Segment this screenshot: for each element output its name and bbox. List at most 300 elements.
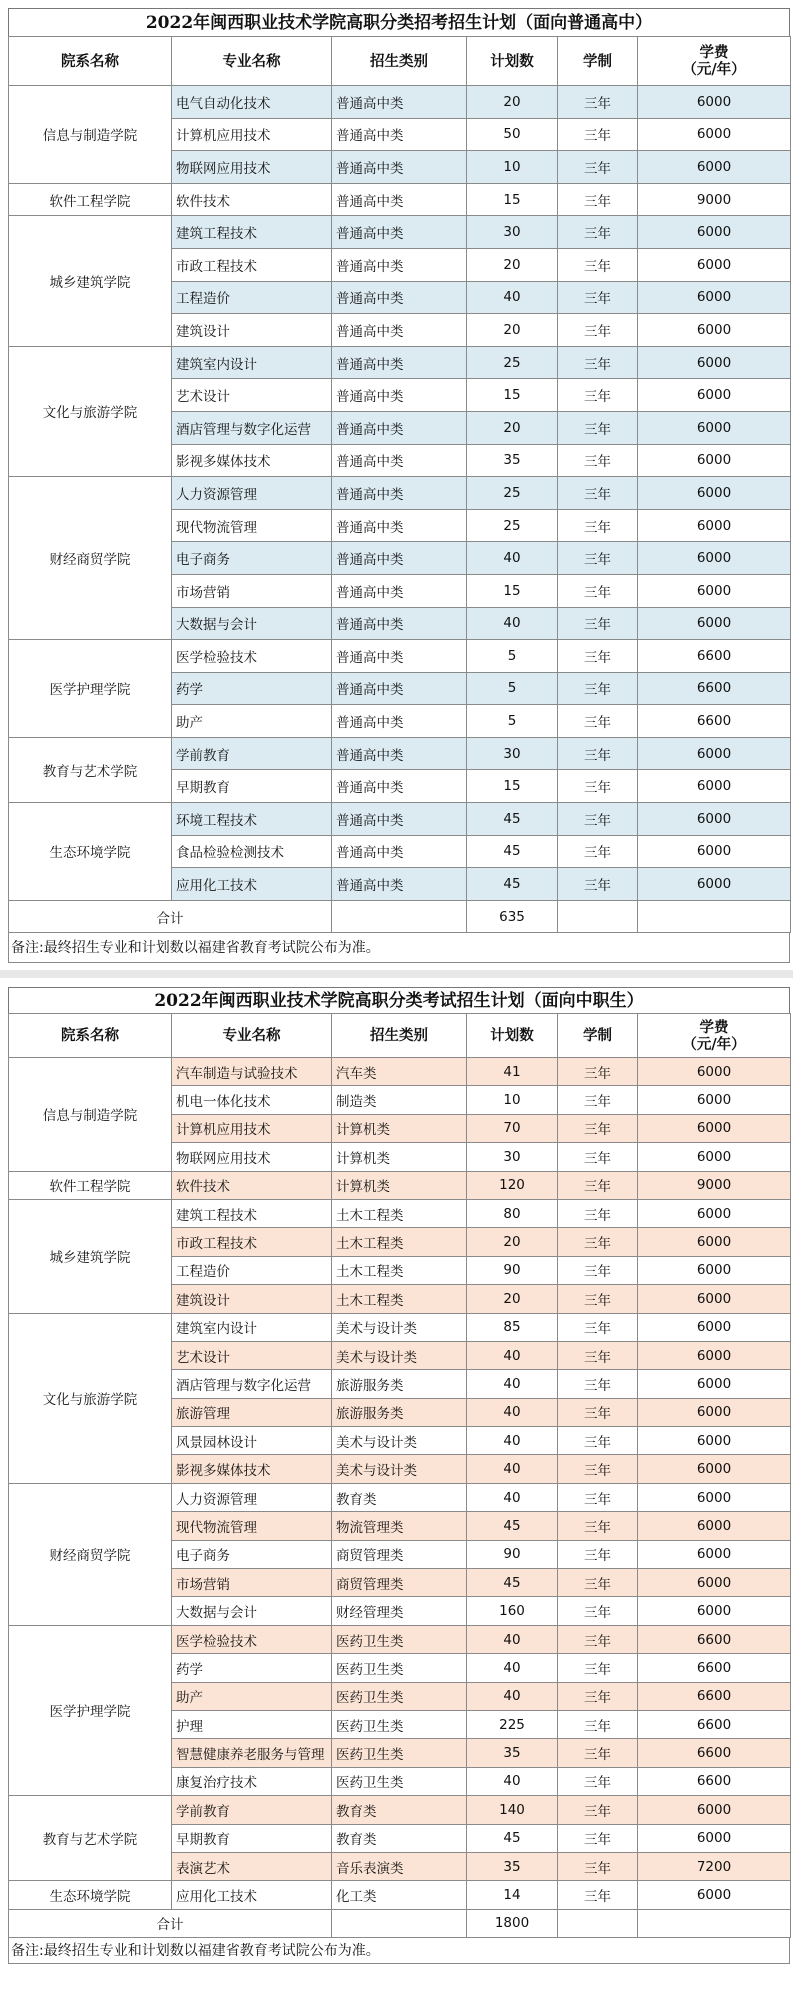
fee-cell: 6000 bbox=[638, 770, 791, 803]
category-cell: 普通高中类 bbox=[332, 411, 467, 444]
fee-cell: 6600 bbox=[638, 1625, 791, 1653]
plan-cell: 45 bbox=[467, 1824, 558, 1852]
duration-cell: 三年 bbox=[558, 1285, 638, 1313]
table1-container bbox=[8, 8, 790, 963]
plan-cell: 20 bbox=[467, 411, 558, 444]
plan-cell: 140 bbox=[467, 1796, 558, 1824]
duration-cell: 三年 bbox=[558, 1710, 638, 1738]
category-cell: 美术与设计类 bbox=[332, 1427, 467, 1455]
school-cell: 软件工程学院 bbox=[9, 183, 172, 216]
duration-cell: 三年 bbox=[558, 770, 638, 803]
duration-cell: 三年 bbox=[558, 1569, 638, 1597]
table1-header-row bbox=[9, 37, 791, 86]
fee-cell: 6000 bbox=[638, 1881, 791, 1909]
fee-cell: 6000 bbox=[638, 248, 791, 281]
plan-cell: 40 bbox=[467, 1427, 558, 1455]
school-cell: 生态环境学院 bbox=[9, 803, 172, 901]
category-cell: 普通高中类 bbox=[332, 835, 467, 868]
plan-cell: 15 bbox=[467, 574, 558, 607]
major-cell: 药学 bbox=[172, 1654, 332, 1682]
header-duration: 学制 bbox=[558, 1014, 638, 1058]
total-empty-cell bbox=[638, 900, 791, 933]
duration-cell: 三年 bbox=[558, 379, 638, 412]
category-cell: 教育类 bbox=[332, 1483, 467, 1511]
plan-cell: 15 bbox=[467, 183, 558, 216]
duration-cell: 三年 bbox=[558, 281, 638, 314]
plan-cell: 40 bbox=[467, 1341, 558, 1369]
fee-cell: 6600 bbox=[638, 1654, 791, 1682]
total-row bbox=[9, 900, 791, 933]
fee-cell: 6000 bbox=[638, 1341, 791, 1369]
fee-cell: 6600 bbox=[638, 705, 791, 738]
table-row bbox=[9, 346, 791, 379]
plan-cell: 45 bbox=[467, 868, 558, 901]
major-cell: 物联网应用技术 bbox=[172, 1143, 332, 1171]
school-cell: 软件工程学院 bbox=[9, 1171, 172, 1199]
plan-cell: 5 bbox=[467, 705, 558, 738]
major-cell: 大数据与会计 bbox=[172, 1597, 332, 1625]
total-label: 合计 bbox=[9, 900, 332, 933]
fee-cell: 6000 bbox=[638, 1199, 791, 1227]
table-row bbox=[9, 640, 791, 673]
major-cell: 学前教育 bbox=[172, 1796, 332, 1824]
table-row bbox=[9, 1625, 791, 1653]
plan-cell: 40 bbox=[467, 1398, 558, 1426]
plan-cell: 41 bbox=[467, 1058, 558, 1086]
major-cell: 市场营销 bbox=[172, 574, 332, 607]
duration-cell: 三年 bbox=[558, 1625, 638, 1653]
category-cell: 音乐表演类 bbox=[332, 1852, 467, 1880]
duration-cell: 三年 bbox=[558, 1171, 638, 1199]
major-cell: 汽车制造与试验技术 bbox=[172, 1058, 332, 1086]
category-cell: 普通高中类 bbox=[332, 672, 467, 705]
plan-cell: 45 bbox=[467, 1512, 558, 1540]
duration-cell: 三年 bbox=[558, 672, 638, 705]
header-plan: 计划数 bbox=[467, 1014, 558, 1058]
duration-cell: 三年 bbox=[558, 1597, 638, 1625]
table2-body bbox=[9, 1058, 791, 1938]
major-cell: 助产 bbox=[172, 1682, 332, 1710]
category-cell: 计算机类 bbox=[332, 1171, 467, 1199]
duration-cell: 三年 bbox=[558, 151, 638, 184]
duration-cell: 三年 bbox=[558, 183, 638, 216]
major-cell: 现代物流管理 bbox=[172, 509, 332, 542]
category-cell: 化工类 bbox=[332, 1881, 467, 1909]
duration-cell: 三年 bbox=[558, 216, 638, 249]
fee-cell: 6000 bbox=[638, 1427, 791, 1455]
plan-cell: 90 bbox=[467, 1540, 558, 1568]
fee-cell: 6000 bbox=[638, 509, 791, 542]
major-cell: 建筑工程技术 bbox=[172, 216, 332, 249]
duration-cell: 三年 bbox=[558, 1796, 638, 1824]
duration-cell: 三年 bbox=[558, 248, 638, 281]
major-cell: 酒店管理与数字化运营 bbox=[172, 1370, 332, 1398]
table-row bbox=[9, 737, 791, 770]
category-cell: 美术与设计类 bbox=[332, 1313, 467, 1341]
category-cell: 普通高中类 bbox=[332, 314, 467, 347]
total-row bbox=[9, 1909, 791, 1937]
table-row bbox=[9, 1199, 791, 1227]
header-category: 招生类别 bbox=[332, 37, 467, 86]
major-cell: 电子商务 bbox=[172, 542, 332, 575]
duration-cell: 三年 bbox=[558, 1256, 638, 1284]
major-cell: 软件技术 bbox=[172, 1171, 332, 1199]
major-cell: 大数据与会计 bbox=[172, 607, 332, 640]
fee-cell: 6000 bbox=[638, 477, 791, 510]
duration-cell: 三年 bbox=[558, 346, 638, 379]
fee-cell: 6000 bbox=[638, 1285, 791, 1313]
category-cell: 医药卫生类 bbox=[332, 1739, 467, 1767]
plan-cell: 14 bbox=[467, 1881, 558, 1909]
table1 bbox=[8, 36, 791, 933]
plan-cell: 25 bbox=[467, 509, 558, 542]
category-cell: 普通高中类 bbox=[332, 248, 467, 281]
category-cell: 制造类 bbox=[332, 1086, 467, 1114]
fee-cell: 6000 bbox=[638, 574, 791, 607]
plan-cell: 20 bbox=[467, 248, 558, 281]
header-school: 院系名称 bbox=[9, 1014, 172, 1058]
category-cell: 土木工程类 bbox=[332, 1199, 467, 1227]
fee-cell: 6000 bbox=[638, 1540, 791, 1568]
category-cell: 普通高中类 bbox=[332, 477, 467, 510]
plan-cell: 25 bbox=[467, 346, 558, 379]
duration-cell: 三年 bbox=[558, 1370, 638, 1398]
category-cell: 商贸管理类 bbox=[332, 1569, 467, 1597]
plan-cell: 225 bbox=[467, 1710, 558, 1738]
major-cell: 艺术设计 bbox=[172, 1341, 332, 1369]
duration-cell: 三年 bbox=[558, 1540, 638, 1568]
fee-cell: 6000 bbox=[638, 216, 791, 249]
total-label: 合计 bbox=[9, 1909, 332, 1937]
category-cell: 汽车类 bbox=[332, 1058, 467, 1086]
duration-cell: 三年 bbox=[558, 118, 638, 151]
duration-cell: 三年 bbox=[558, 1313, 638, 1341]
table-row bbox=[9, 1171, 791, 1199]
plan-cell: 35 bbox=[467, 444, 558, 477]
major-cell: 酒店管理与数字化运营 bbox=[172, 411, 332, 444]
category-cell: 商贸管理类 bbox=[332, 1540, 467, 1568]
fee-cell: 6000 bbox=[638, 1058, 791, 1086]
duration-cell: 三年 bbox=[558, 1114, 638, 1142]
total-empty-cell bbox=[332, 1909, 467, 1937]
duration-cell: 三年 bbox=[558, 1086, 638, 1114]
section-divider bbox=[0, 970, 793, 978]
fee-cell: 6000 bbox=[638, 281, 791, 314]
plan-cell: 35 bbox=[467, 1739, 558, 1767]
table1-note: 备注:最终招生专业和计划数以福建省教育考试院公布为准。 bbox=[8, 933, 790, 963]
duration-cell: 三年 bbox=[558, 1824, 638, 1852]
plan-cell: 30 bbox=[467, 1143, 558, 1171]
duration-cell: 三年 bbox=[558, 1398, 638, 1426]
table2 bbox=[8, 1013, 791, 1938]
plan-cell: 40 bbox=[467, 1455, 558, 1483]
fee-cell: 6600 bbox=[638, 672, 791, 705]
header-fee: 学费 （元/年） bbox=[638, 37, 791, 86]
table-row bbox=[9, 1881, 791, 1909]
major-cell: 建筑工程技术 bbox=[172, 1199, 332, 1227]
major-cell: 医学检验技术 bbox=[172, 640, 332, 673]
plan-cell: 45 bbox=[467, 803, 558, 836]
major-cell: 软件技术 bbox=[172, 183, 332, 216]
fee-cell: 6600 bbox=[638, 1767, 791, 1795]
major-cell: 学前教育 bbox=[172, 737, 332, 770]
plan-cell: 85 bbox=[467, 1313, 558, 1341]
major-cell: 建筑设计 bbox=[172, 1285, 332, 1313]
category-cell: 教育类 bbox=[332, 1796, 467, 1824]
major-cell: 食品检验检测技术 bbox=[172, 835, 332, 868]
fee-cell: 6000 bbox=[638, 1398, 791, 1426]
plan-cell: 120 bbox=[467, 1171, 558, 1199]
fee-cell: 6000 bbox=[638, 868, 791, 901]
fee-cell: 6600 bbox=[638, 1710, 791, 1738]
table1-body bbox=[9, 86, 791, 933]
category-cell: 美术与设计类 bbox=[332, 1341, 467, 1369]
header-plan: 计划数 bbox=[467, 37, 558, 86]
plan-cell: 45 bbox=[467, 835, 558, 868]
major-cell: 药学 bbox=[172, 672, 332, 705]
duration-cell: 三年 bbox=[558, 444, 638, 477]
major-cell: 建筑室内设计 bbox=[172, 1313, 332, 1341]
category-cell: 普通高中类 bbox=[332, 803, 467, 836]
table1-title: 2022年闽西职业技术学院高职分类招考招生计划（面向普通高中） bbox=[8, 8, 790, 36]
category-cell: 普通高中类 bbox=[332, 444, 467, 477]
duration-cell: 三年 bbox=[558, 1341, 638, 1369]
school-cell: 财经商贸学院 bbox=[9, 477, 172, 640]
category-cell: 普通高中类 bbox=[332, 640, 467, 673]
plan-cell: 25 bbox=[467, 477, 558, 510]
fee-cell: 6000 bbox=[638, 1824, 791, 1852]
fee-cell: 6000 bbox=[638, 1313, 791, 1341]
plan-cell: 5 bbox=[467, 672, 558, 705]
category-cell: 美术与设计类 bbox=[332, 1455, 467, 1483]
header-duration: 学制 bbox=[558, 37, 638, 86]
major-cell: 计算机应用技术 bbox=[172, 1114, 332, 1142]
duration-cell: 三年 bbox=[558, 1143, 638, 1171]
duration-cell: 三年 bbox=[558, 314, 638, 347]
total-plan: 1800 bbox=[467, 1909, 558, 1937]
category-cell: 土木工程类 bbox=[332, 1285, 467, 1313]
category-cell: 旅游服务类 bbox=[332, 1398, 467, 1426]
duration-cell: 三年 bbox=[558, 835, 638, 868]
duration-cell: 三年 bbox=[558, 1455, 638, 1483]
duration-cell: 三年 bbox=[558, 607, 638, 640]
category-cell: 普通高中类 bbox=[332, 705, 467, 738]
duration-cell: 三年 bbox=[558, 1739, 638, 1767]
table-row bbox=[9, 216, 791, 249]
table-row bbox=[9, 1058, 791, 1086]
duration-cell: 三年 bbox=[558, 1199, 638, 1227]
fee-cell: 6000 bbox=[638, 1086, 791, 1114]
plan-cell: 40 bbox=[467, 1483, 558, 1511]
plan-cell: 15 bbox=[467, 379, 558, 412]
category-cell: 普通高中类 bbox=[332, 509, 467, 542]
fee-cell: 6000 bbox=[638, 1256, 791, 1284]
duration-cell: 三年 bbox=[558, 737, 638, 770]
category-cell: 普通高中类 bbox=[332, 542, 467, 575]
duration-cell: 三年 bbox=[558, 705, 638, 738]
major-cell: 风景园林设计 bbox=[172, 1427, 332, 1455]
category-cell: 普通高中类 bbox=[332, 346, 467, 379]
fee-cell: 6600 bbox=[638, 1739, 791, 1767]
plan-cell: 40 bbox=[467, 1654, 558, 1682]
major-cell: 现代物流管理 bbox=[172, 1512, 332, 1540]
fee-cell: 9000 bbox=[638, 183, 791, 216]
plan-cell: 70 bbox=[467, 1114, 558, 1142]
major-cell: 影视多媒体技术 bbox=[172, 444, 332, 477]
header-school: 院系名称 bbox=[9, 37, 172, 86]
fee-cell: 6000 bbox=[638, 607, 791, 640]
plan-cell: 30 bbox=[467, 216, 558, 249]
plan-cell: 160 bbox=[467, 1597, 558, 1625]
duration-cell: 三年 bbox=[558, 1767, 638, 1795]
category-cell: 医药卫生类 bbox=[332, 1654, 467, 1682]
table-row bbox=[9, 1483, 791, 1511]
plan-cell: 20 bbox=[467, 1285, 558, 1313]
category-cell: 医药卫生类 bbox=[332, 1767, 467, 1795]
major-cell: 人力资源管理 bbox=[172, 1483, 332, 1511]
category-cell: 普通高中类 bbox=[332, 770, 467, 803]
category-cell: 普通高中类 bbox=[332, 151, 467, 184]
major-cell: 市政工程技术 bbox=[172, 248, 332, 281]
major-cell: 电气自动化技术 bbox=[172, 86, 332, 119]
plan-cell: 45 bbox=[467, 1569, 558, 1597]
category-cell: 医药卫生类 bbox=[332, 1710, 467, 1738]
header-fee: 学费 （元/年） bbox=[638, 1014, 791, 1058]
major-cell: 工程造价 bbox=[172, 1256, 332, 1284]
major-cell: 影视多媒体技术 bbox=[172, 1455, 332, 1483]
category-cell: 财经管理类 bbox=[332, 1597, 467, 1625]
fee-cell: 6000 bbox=[638, 1483, 791, 1511]
category-cell: 教育类 bbox=[332, 1824, 467, 1852]
duration-cell: 三年 bbox=[558, 1427, 638, 1455]
major-cell: 智慧健康养老服务与管理 bbox=[172, 1739, 332, 1767]
major-cell: 医学检验技术 bbox=[172, 1625, 332, 1653]
table2-container bbox=[8, 987, 790, 1964]
duration-cell: 三年 bbox=[558, 1228, 638, 1256]
category-cell: 普通高中类 bbox=[332, 868, 467, 901]
plan-cell: 40 bbox=[467, 542, 558, 575]
duration-cell: 三年 bbox=[558, 640, 638, 673]
fee-cell: 6000 bbox=[638, 1796, 791, 1824]
major-cell: 市政工程技术 bbox=[172, 1228, 332, 1256]
header-major: 专业名称 bbox=[172, 37, 332, 86]
category-cell: 普通高中类 bbox=[332, 118, 467, 151]
duration-cell: 三年 bbox=[558, 868, 638, 901]
category-cell: 医药卫生类 bbox=[332, 1625, 467, 1653]
fee-cell: 6000 bbox=[638, 346, 791, 379]
school-cell: 信息与制造学院 bbox=[9, 86, 172, 184]
table-row bbox=[9, 803, 791, 836]
major-cell: 人力资源管理 bbox=[172, 477, 332, 510]
total-empty-cell bbox=[558, 1909, 638, 1937]
fee-cell: 6600 bbox=[638, 1682, 791, 1710]
plan-cell: 40 bbox=[467, 1767, 558, 1795]
fee-cell: 6000 bbox=[638, 314, 791, 347]
table-row bbox=[9, 1313, 791, 1341]
major-cell: 早期教育 bbox=[172, 1824, 332, 1852]
fee-cell: 6000 bbox=[638, 1228, 791, 1256]
fee-cell: 6000 bbox=[638, 411, 791, 444]
fee-cell: 6000 bbox=[638, 542, 791, 575]
duration-cell: 三年 bbox=[558, 411, 638, 444]
major-cell: 护理 bbox=[172, 1710, 332, 1738]
category-cell: 计算机类 bbox=[332, 1114, 467, 1142]
fee-cell: 6000 bbox=[638, 1455, 791, 1483]
category-cell: 旅游服务类 bbox=[332, 1370, 467, 1398]
major-cell: 建筑设计 bbox=[172, 314, 332, 347]
total-empty-cell bbox=[332, 900, 467, 933]
fee-cell: 6000 bbox=[638, 803, 791, 836]
major-cell: 物联网应用技术 bbox=[172, 151, 332, 184]
total-empty-cell bbox=[638, 1909, 791, 1937]
table2-header-row bbox=[9, 1014, 791, 1058]
duration-cell: 三年 bbox=[558, 509, 638, 542]
plan-cell: 40 bbox=[467, 1370, 558, 1398]
plan-cell: 80 bbox=[467, 1199, 558, 1227]
category-cell: 普通高中类 bbox=[332, 281, 467, 314]
duration-cell: 三年 bbox=[558, 477, 638, 510]
major-cell: 应用化工技术 bbox=[172, 1881, 332, 1909]
school-cell: 信息与制造学院 bbox=[9, 1058, 172, 1172]
category-cell: 普通高中类 bbox=[332, 216, 467, 249]
duration-cell: 三年 bbox=[558, 542, 638, 575]
table2-note: 备注:最终招生专业和计划数以福建省教育考试院公布为准。 bbox=[8, 1938, 790, 1964]
fee-cell: 6000 bbox=[638, 444, 791, 477]
fee-cell: 6000 bbox=[638, 1114, 791, 1142]
plan-cell: 15 bbox=[467, 770, 558, 803]
category-cell: 普通高中类 bbox=[332, 574, 467, 607]
duration-cell: 三年 bbox=[558, 1852, 638, 1880]
major-cell: 机电一体化技术 bbox=[172, 1086, 332, 1114]
major-cell: 助产 bbox=[172, 705, 332, 738]
category-cell: 医药卫生类 bbox=[332, 1682, 467, 1710]
school-cell: 医学护理学院 bbox=[9, 640, 172, 738]
plan-cell: 35 bbox=[467, 1852, 558, 1880]
duration-cell: 三年 bbox=[558, 1682, 638, 1710]
fee-cell: 6000 bbox=[638, 151, 791, 184]
plan-cell: 20 bbox=[467, 86, 558, 119]
school-cell: 城乡建筑学院 bbox=[9, 216, 172, 346]
fee-cell: 6000 bbox=[638, 737, 791, 770]
plan-cell: 40 bbox=[467, 281, 558, 314]
duration-cell: 三年 bbox=[558, 1483, 638, 1511]
duration-cell: 三年 bbox=[558, 1654, 638, 1682]
plan-cell: 5 bbox=[467, 640, 558, 673]
plan-cell: 20 bbox=[467, 314, 558, 347]
table-row bbox=[9, 183, 791, 216]
major-cell: 早期教育 bbox=[172, 770, 332, 803]
duration-cell: 三年 bbox=[558, 574, 638, 607]
major-cell: 环境工程技术 bbox=[172, 803, 332, 836]
school-cell: 城乡建筑学院 bbox=[9, 1199, 172, 1313]
fee-cell: 6000 bbox=[638, 379, 791, 412]
fee-cell: 6000 bbox=[638, 1512, 791, 1540]
fee-cell: 6000 bbox=[638, 1370, 791, 1398]
fee-cell: 6000 bbox=[638, 835, 791, 868]
plan-cell: 10 bbox=[467, 1086, 558, 1114]
duration-cell: 三年 bbox=[558, 803, 638, 836]
duration-cell: 三年 bbox=[558, 86, 638, 119]
category-cell: 土木工程类 bbox=[332, 1256, 467, 1284]
school-cell: 医学护理学院 bbox=[9, 1625, 172, 1795]
major-cell: 计算机应用技术 bbox=[172, 118, 332, 151]
plan-cell: 40 bbox=[467, 607, 558, 640]
major-cell: 电子商务 bbox=[172, 1540, 332, 1568]
header-category: 招生类别 bbox=[332, 1014, 467, 1058]
table-row bbox=[9, 477, 791, 510]
fee-cell: 6600 bbox=[638, 640, 791, 673]
plan-cell: 40 bbox=[467, 1682, 558, 1710]
